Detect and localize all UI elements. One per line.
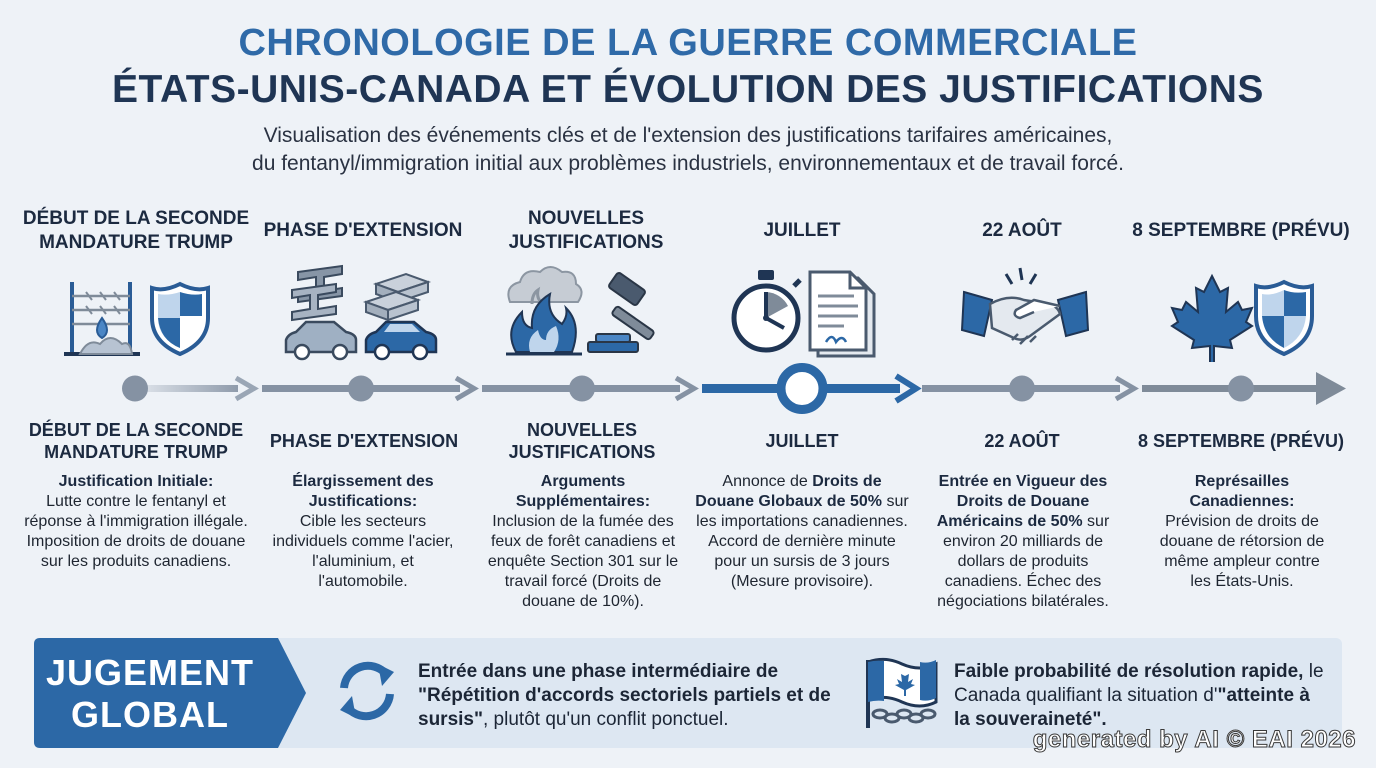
description-extension	[270, 472, 456, 592]
wildfire-smoke-icon	[506, 267, 582, 354]
verdict-point-1-bold: Entrée dans une phase intermédiaire de "Répétition d'accords sectoriels partiels et de sursis"	[418, 661, 831, 730]
description-label: Justification Initiale:	[58, 473, 214, 490]
timeline-node-3	[569, 376, 595, 402]
icon-group-september	[1168, 262, 1318, 362]
subtitle-line1: Visualisation des événements clés et de l'extension des justifications tarifaires américaines,	[263, 124, 1113, 147]
description-post: sur les importations canadiennes. Accord de dernière minute pour un sursis de 3 jours (Mesure provisoire).	[696, 493, 909, 590]
page-title-line2: ÉTATS-UNIS-CANADA ET ÉVOLUTION DES JUSTIFICATIONS	[112, 68, 1264, 111]
description-july	[694, 472, 910, 592]
timeline	[0, 360, 1376, 416]
steel-beams-icon	[292, 266, 342, 320]
heading-september: 8 SEPTEMBRE (PRÉVU)	[1137, 431, 1345, 451]
heading-august: 22 AOÛT	[984, 431, 1060, 451]
verdict-point-2	[954, 660, 1326, 732]
description-bold: Entrée en Vigueur des Droits de Douane Américains de 50%	[936, 473, 1108, 530]
description-label: Arguments Supplémentaires:	[515, 473, 651, 510]
shield-icon	[152, 284, 208, 354]
page-title-line1: CHRONOLOGIE DE LA GUERRE COMMERCIALE	[238, 22, 1138, 64]
description-text: Inclusion de la fumée des feux de forêt canadiens et enquête Section 301 sur le travail forcé (Droits de douane de 10%).	[487, 513, 679, 610]
description-august	[920, 472, 1126, 612]
stopwatch-icon	[734, 270, 800, 350]
verdict-point-2-bold2: "atteinte à la souveraineté".	[954, 685, 1310, 730]
cycle-arrows-icon	[332, 656, 402, 726]
car-icon	[286, 322, 356, 359]
handshake-icon	[962, 268, 1088, 344]
icon-group-start-mandate	[56, 262, 216, 362]
timeline-node-6	[1228, 376, 1254, 402]
heading-july: JUILLET	[765, 431, 839, 451]
description-new-justifications	[478, 472, 688, 612]
timeline-node-2	[348, 376, 374, 402]
top-heading-new-justifications: NOUVELLES JUSTIFICATIONS	[508, 208, 664, 253]
heading-extension: PHASE D'EXTENSION	[269, 431, 459, 451]
maple-leaf-icon	[1172, 276, 1252, 362]
shield-icon	[1256, 282, 1312, 354]
timeline-node-1	[122, 376, 148, 402]
chained-canada-flag-icon	[860, 656, 940, 730]
watermark: generated by AI © EAI 2026	[1032, 726, 1356, 753]
description-text: Lutte contre le fentanyl et réponse à l'immigration illégale. Imposition de droits de douane sur les produits canadiens.	[24, 493, 248, 570]
gavel-icon	[588, 272, 655, 352]
verdict-point-1	[418, 660, 838, 732]
top-heading-start-mandate: DÉBUT DE LA SECONDE MANDATURE TRUMP	[22, 208, 250, 253]
verdict-label-line1: JUGEMENT	[45, 652, 255, 693]
timeline-node-5	[1009, 376, 1035, 402]
heading-new-justifications: NOUVELLES JUSTIFICATIONS	[508, 420, 656, 462]
top-heading-august: 22 AOÛT	[982, 220, 1062, 241]
car-icon	[366, 322, 436, 359]
icon-group-july	[730, 262, 880, 362]
description-text: Cible les secteurs individuels comme l'acier, l'aluminium, et l'automobile.	[272, 513, 454, 590]
barbed-wire-fence-icon	[64, 282, 140, 354]
top-heading-july: JUILLET	[763, 220, 841, 241]
verdict-point-1-rest: , plutôt qu'un conflit ponctuel.	[483, 709, 729, 730]
icon-group-extension	[280, 262, 450, 362]
description-start-mandate	[24, 472, 248, 572]
description-label: Représailles Canadiennes:	[1189, 473, 1295, 510]
document-icon	[810, 272, 874, 356]
timeline-node-4-highlight	[781, 368, 823, 410]
verdict-point-2-bold: Faible probabilité de résolution rapide,	[954, 661, 1304, 682]
icon-group-new-justifications	[502, 262, 672, 362]
description-text: Prévision de droits de douane de rétorsion de même ampleur contre les États-Unis.	[1159, 513, 1325, 590]
description-pre: Annonce de	[722, 473, 813, 490]
icon-group-august	[960, 262, 1090, 362]
heading-start-mandate: DÉBUT DE LA SECONDE MANDATURE TRUMP	[28, 420, 244, 462]
subtitle-line2: du fentanyl/immigration initial aux problèmes industriels, environnementaux et de travail forcé.	[252, 152, 1124, 175]
description-september	[1152, 472, 1332, 592]
verdict-label-line2: GLOBAL	[71, 694, 229, 735]
top-heading-september: 8 SEPTEMBRE (PRÉVU)	[1132, 220, 1350, 241]
description-post: sur environ 20 milliards de dollars de produits canadiens. Échec des négociations bilatérales.	[937, 513, 1110, 610]
verdict-label	[40, 652, 260, 736]
top-heading-extension: PHASE D'EXTENSION	[263, 220, 463, 241]
description-bold: Droits de Douane Globaux de 50%	[695, 473, 883, 510]
verdict-point-2-rest: le Canada qualifiant la situation d'	[954, 661, 1324, 706]
aluminum-ingots-icon	[366, 274, 428, 320]
description-label: Élargissement des Justifications:	[292, 473, 434, 510]
